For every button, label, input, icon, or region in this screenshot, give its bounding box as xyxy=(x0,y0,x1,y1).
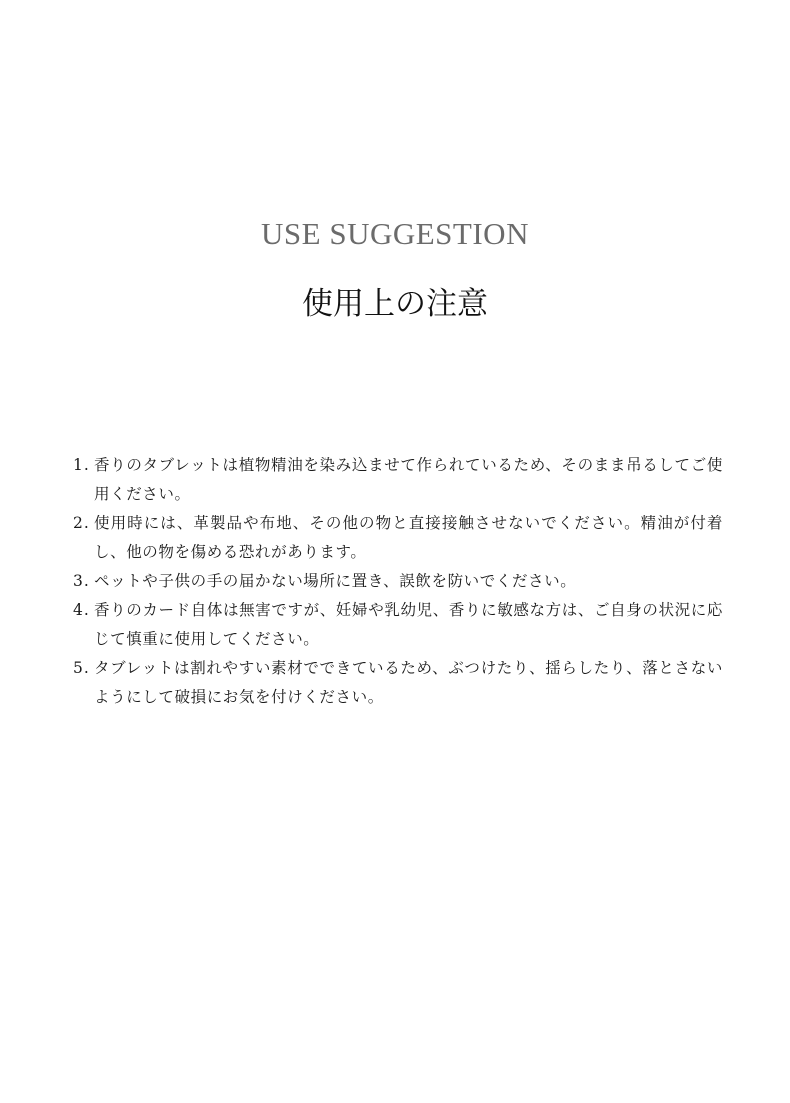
note-number: 2. xyxy=(73,514,90,532)
note-text: 香りのタブレットは植物精油を染み込ませて作られているため、そのまま吊るしてご使用ください。 xyxy=(94,456,723,503)
note-number: 4. xyxy=(73,601,90,619)
note-item-1 xyxy=(73,451,723,509)
usage-notes-list xyxy=(73,451,723,712)
note-text: タブレットは割れやすい素材でできているため、ぶつけたり、揺らしたり、落とさないようにして破損にお気を付けください。 xyxy=(94,659,723,706)
note-number: 5. xyxy=(73,659,90,677)
note-item-2 xyxy=(73,509,723,567)
note-item-4 xyxy=(73,596,723,654)
heading-japanese: 使用上の注意 xyxy=(302,286,488,322)
note-text: 香りのカード自体は無害ですが、妊婦や乳幼児、香りに敏感な方は、ご自身の状況に応じて慎重に使用してください。 xyxy=(94,601,723,648)
note-text: ペットや子供の手の届かない場所に置き、誤飲を防いでください。 xyxy=(94,572,577,590)
note-number: 3. xyxy=(73,572,90,590)
note-item-5 xyxy=(73,654,723,712)
note-text: 使用時には、革製品や布地、その他の物と直接接触させないでください。精油が付着し、他の物を傷める恐れがあります。 xyxy=(94,514,723,561)
note-number: 1. xyxy=(73,456,90,474)
note-item-3 xyxy=(73,567,723,596)
heading-english: USE SUGGESTION xyxy=(261,216,529,251)
